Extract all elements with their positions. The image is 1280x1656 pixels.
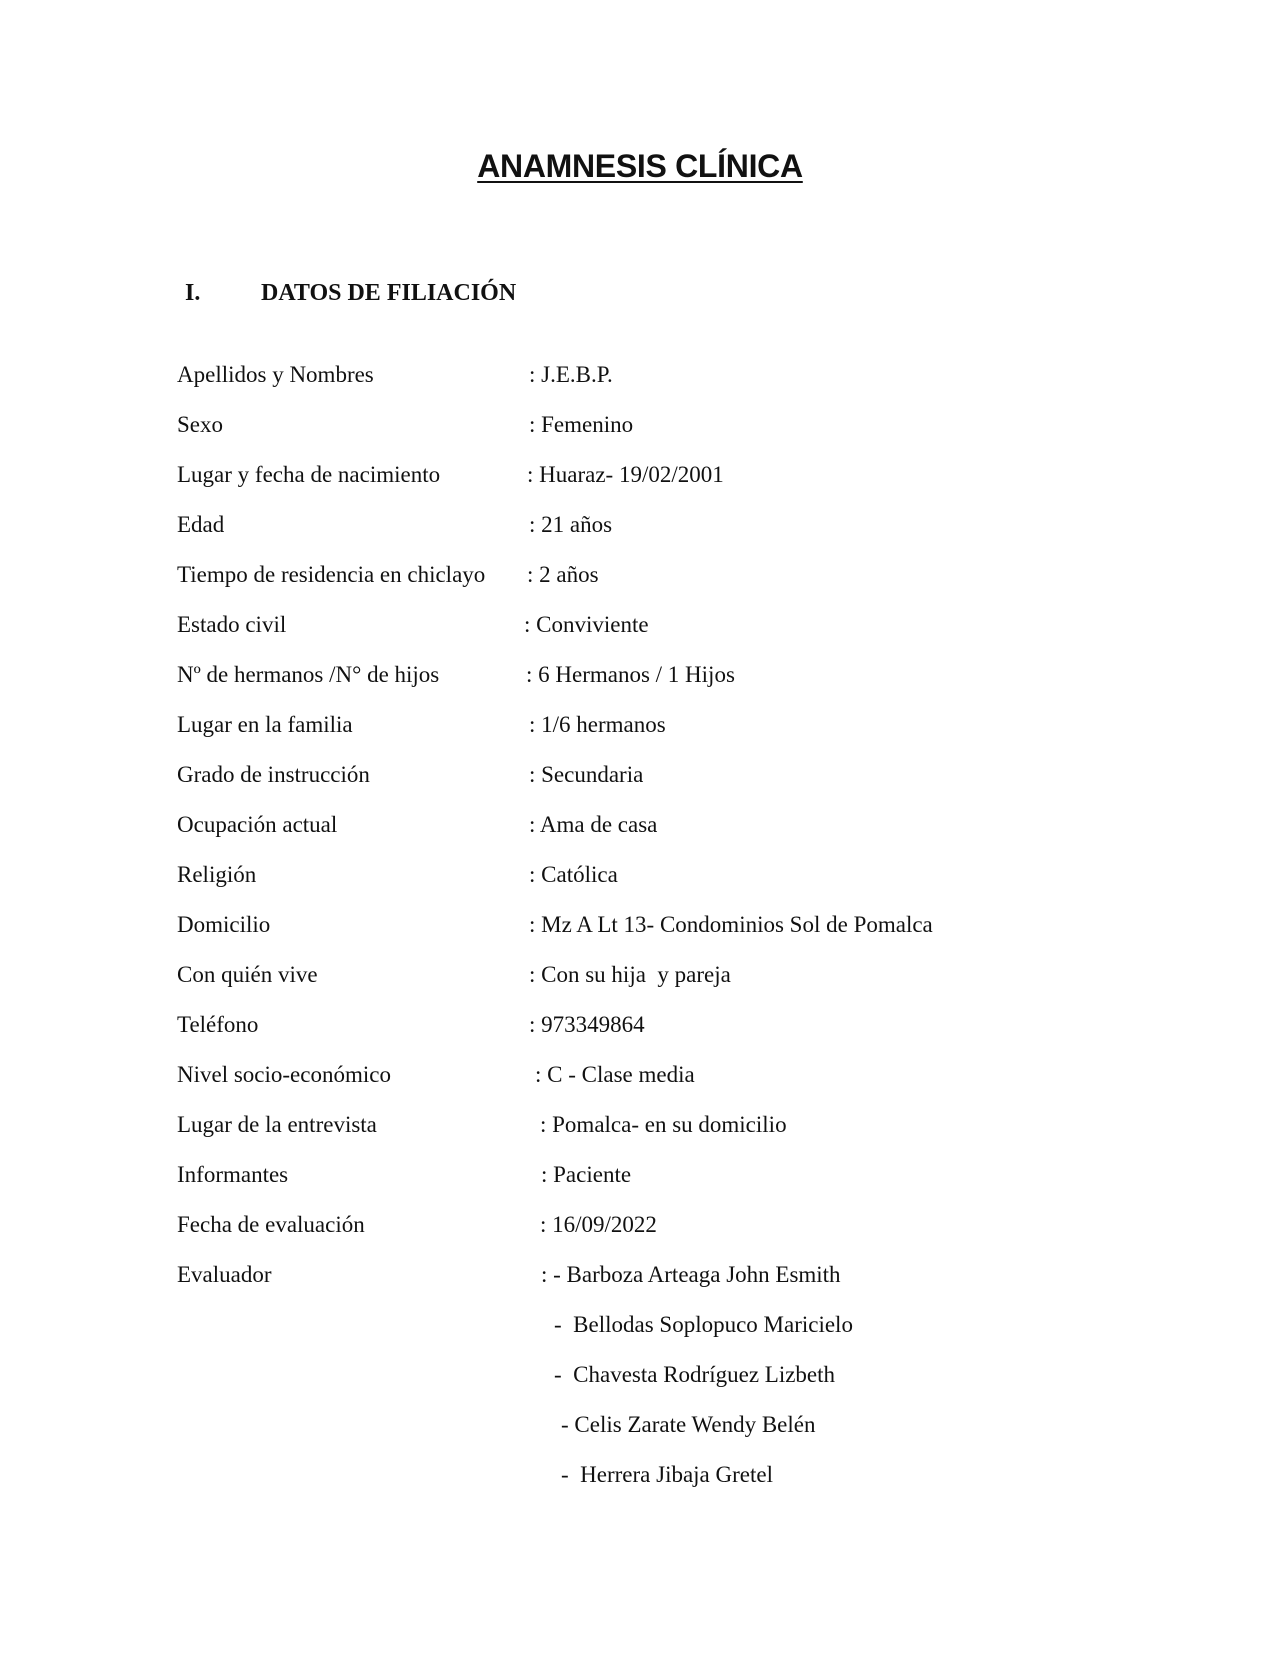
field-value: : 973349864 [529,1012,645,1037]
field-label: Estado civil [177,612,287,637]
field-label: Nº de hermanos /N° de hijos [177,662,440,687]
evaluator-name: - Celis Zarate Wendy Belén [561,1412,816,1437]
field-label: Fecha de evaluación [177,1212,365,1237]
document-title-text: ANAMNESIS CLÍNICA [477,148,803,184]
field-value: : 16/09/2022 [540,1212,657,1237]
field-label: Lugar de la entrevista [177,1112,377,1137]
section-heading [185,280,516,307]
field-label: Edad [177,512,225,537]
field-label: Lugar en la familia [177,712,353,737]
field-value: : Con su hija y pareja [529,962,731,987]
field-value: : Secundaria [529,762,644,787]
field-value: : - Barboza Arteaga John Esmith [541,1262,841,1287]
field-label: Domicilio [177,912,271,937]
field-label: Nivel socio-económico [177,1062,391,1087]
field-value: : 2 años [527,562,599,587]
field-label: Apellidos y Nombres [177,362,374,387]
field-label: Con quién vive [177,962,318,987]
field-label: Teléfono [177,1012,259,1037]
section-title: DATOS DE FILIACIÓN [261,280,517,306]
field-value: : C - Clase media [535,1062,695,1087]
field-value: : Paciente [541,1162,632,1187]
field-value: : Conviviente [524,612,649,637]
field-value: : J.E.B.P. [529,362,613,387]
field-value: : Femenino [529,412,634,437]
field-label: Ocupación actual [177,812,338,837]
field-value: : Huaraz- 19/02/2001 [527,462,724,487]
evaluator-name: - Herrera Jibaja Gretel [561,1462,773,1487]
section-number: I. [185,280,201,306]
field-value: : Ama de casa [529,812,658,837]
field-label: Religión [177,862,257,887]
evaluator-name: - Chavesta Rodríguez Lizbeth [554,1362,836,1387]
document-title [0,148,1280,185]
field-label: Evaluador [177,1262,272,1287]
field-value: : Mz A Lt 13- Condominios Sol de Pomalca [529,912,933,937]
field-value: : Católica [529,862,618,887]
field-value: : Pomalca- en su domicilio [540,1112,787,1137]
field-label: Sexo [177,412,223,437]
field-label: Tiempo de residencia en chiclayo [177,562,486,587]
field-value: : 21 años [529,512,613,537]
evaluator-name: - Bellodas Soplopuco Maricielo [554,1312,853,1337]
field-value: : 6 Hermanos / 1 Hijos [526,662,735,687]
field-label: Lugar y fecha de nacimiento [177,462,441,487]
field-label: Grado de instrucción [177,762,370,787]
field-label: Informantes [177,1162,289,1187]
field-value: : 1/6 hermanos [529,712,666,737]
